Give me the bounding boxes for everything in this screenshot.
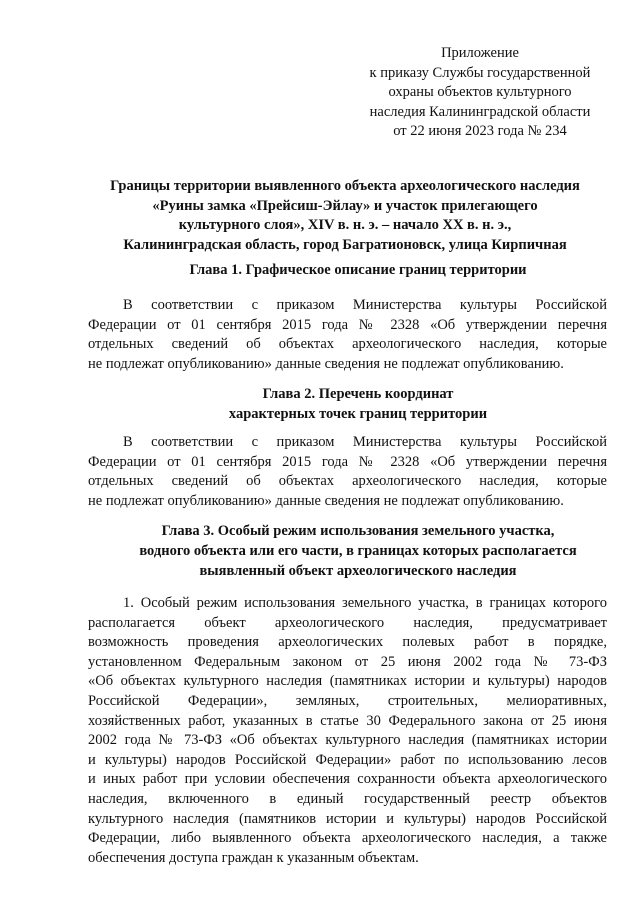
- paragraph-line: «Об объектах культурного наследия (памятниках истории и культуры) народов: [88, 673, 607, 690]
- paragraph-line: Федерации, либо выявленного объекта археологического наследия, а также: [88, 830, 607, 847]
- title-line: культурного слоя», XIV в. н. э. – начало XX в. н. э.,: [178, 217, 512, 233]
- appendix-line: Приложение: [441, 45, 519, 61]
- paragraph-line: Федерации от 01 сентября 2015 года № 2328 «Об утверждении перечня: [88, 316, 607, 333]
- heading-line: водного объекта или его части, в границах которых располагается: [139, 543, 577, 559]
- paragraph-line: отдельных сведений об объектах археологического наследия, которые: [88, 336, 607, 353]
- appendix-line: наследия Калининградской области: [369, 103, 591, 120]
- paragraph-line: хозяйственных работ, указанных в статье 30 Федерального закона от 25 июня: [88, 712, 607, 729]
- paragraph-line: В соответствии с приказом Министерства культуры Российской: [123, 297, 607, 313]
- paragraph-line: возможность проведения археологических полевых работ в порядке,: [88, 634, 607, 651]
- appendix-line: к приказу Службы государственной: [369, 64, 591, 81]
- paragraph-line: и культуры) народов Российской Федерации» работ по использованию лесов: [88, 751, 607, 768]
- heading-line: характерных точек границ территории: [228, 406, 488, 422]
- paragraph-line: В соответствии с приказом Министерства культуры Российской: [123, 434, 607, 450]
- document-title: [60, 177, 630, 255]
- heading-line: выявленный объект археологического наследия: [199, 563, 517, 579]
- paragraph-line: Российской Федерации», земляных, строительных, мелиоративных,: [88, 692, 607, 709]
- paragraph-line: не подлежат опубликованию» данные сведения не подлежат опубликованию.: [88, 355, 564, 372]
- paragraph-line: наследия, включенного в единый государственный реестр объектов: [88, 790, 607, 807]
- title-line: «Руины замка «Прейсиш-Эйлау» и участок прилегающего: [152, 197, 538, 214]
- title-line: Калининградская область, город Багратионовск, улица Кирпичная: [123, 236, 567, 253]
- chapter1-heading: [88, 260, 628, 280]
- appendix-block: [330, 44, 630, 142]
- chapter3-paragraph: [88, 594, 607, 868]
- paragraph-line: не подлежат опубликованию» данные сведения не подлежат опубликованию.: [88, 492, 564, 509]
- paragraph-line: Федерации от 01 сентября 2015 года № 2328 «Об утверждении перечня: [88, 453, 607, 470]
- paragraph-line: отдельных сведений об объектах археологического наследия, которые: [88, 473, 607, 490]
- paragraph-line: 2002 года № 73-ФЗ «Об объектах культурного наследия (памятниках истории: [88, 732, 607, 749]
- paragraph-line: обеспечения доступа граждан к указанным объектам.: [88, 849, 419, 866]
- paragraph-line: 1. Особый режим использования земельного участка, в границах которого: [123, 595, 607, 611]
- paragraph-line: располагается объект археологического наследия, предусматривает: [88, 614, 607, 631]
- paragraph-line: установленном Федеральным законом от 25 июня 2002 года № 73-ФЗ: [88, 653, 607, 670]
- paragraph-line: культурного наследия (памятников истории и культуры) народов Российской: [88, 810, 607, 827]
- appendix-line: от 22 июня 2023 года № 234: [393, 123, 567, 139]
- heading-line: Глава 2. Перечень координат: [262, 386, 454, 402]
- paragraph-line: и иных работ при условии обеспечения сохранности объекта археологического: [88, 771, 607, 788]
- title-line: Границы территории выявленного объекта археологического наследия: [110, 178, 580, 194]
- appendix-line: охраны объектов культурного: [388, 84, 572, 100]
- chapter1-paragraph: [88, 296, 607, 374]
- heading-line: Глава 1. Графическое описание границ территории: [189, 262, 527, 278]
- chapter3-heading: [88, 521, 628, 581]
- chapter2-paragraph: [88, 433, 607, 511]
- chapter2-heading: [88, 384, 628, 424]
- heading-line: Глава 3. Особый режим использования земельного участка,: [161, 523, 555, 539]
